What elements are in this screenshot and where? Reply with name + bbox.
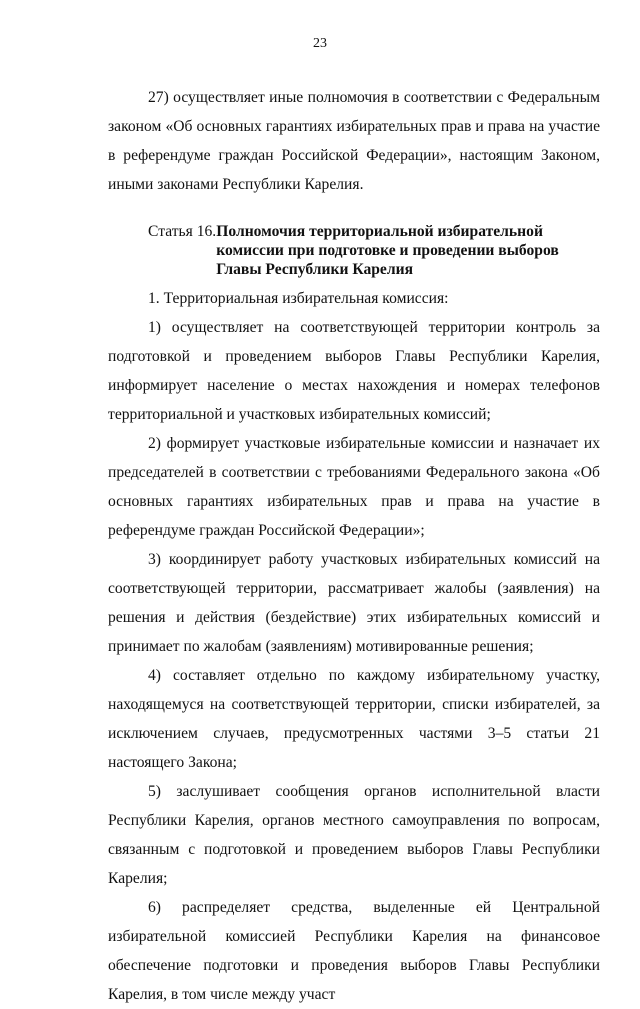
paragraph: 4) составляет отдельно по каждому избирательному участку, находящемуся на соответствующей территории, списки избирателей, за исключением случаев, предусмотренных частями 3–5 статьи 21 настоящего Закона; [108, 667, 600, 771]
paragraph: 1. Территориальная избирательная комиссия: [148, 290, 449, 307]
article-title: Полномочия территориальной избирательной комиссии при подготовке и проведении выборов Главы Республики Карелия [216, 223, 559, 278]
document-body [108, 83, 600, 1009]
paragraph: 6) распределяет средства, выделенные ей Центральной избирательной комиссией Республики Карелия на финансовое обеспечение подготовки и проведения выборов Главы Республики Карелия, в том числе между участ [108, 899, 600, 1003]
article-heading [108, 222, 600, 279]
paragraph: 5) заслушивает сообщения органов исполнительной власти Республики Карелия, органов местного самоуправления по вопросам, связанным с подготовкой и проведением выборов Главы Республики Карелия; [108, 783, 600, 887]
paragraph: 2) формирует участковые избирательные комиссии и назначает их председателей в соответствии с требованиями Федерального закона «Об основных гарантиях избирательных прав и права на участие в референдуме граждан Российской Федерации»; [108, 435, 600, 539]
page-number: 23 [313, 36, 327, 51]
paragraph: 27) осуществляет иные полномочия в соответствии с Федеральным законом «Об основных гарантиях избирательных прав и права на участие в референдуме граждан Российской Федерации», настоящим Законом, иными законами Республики Карелия. [108, 89, 600, 193]
paragraph: 1) осуществляет на соответствующей территории контроль за подготовкой и проведением выборов Главы Республики Карелия, информирует население о местах нахождения и номерах телефонов территориальной и участковых избирательных комиссий; [108, 319, 600, 423]
paragraph: 3) координирует работу участковых избирательных комиссий на соответствующей территории, рассматривает жалобы (заявления) на решения и действия (бездействие) этих избирательных комиссий и принимает по жалобам (заявлениям) мотивированные решения; [108, 551, 600, 655]
article-label: Статья 16. [148, 223, 217, 240]
